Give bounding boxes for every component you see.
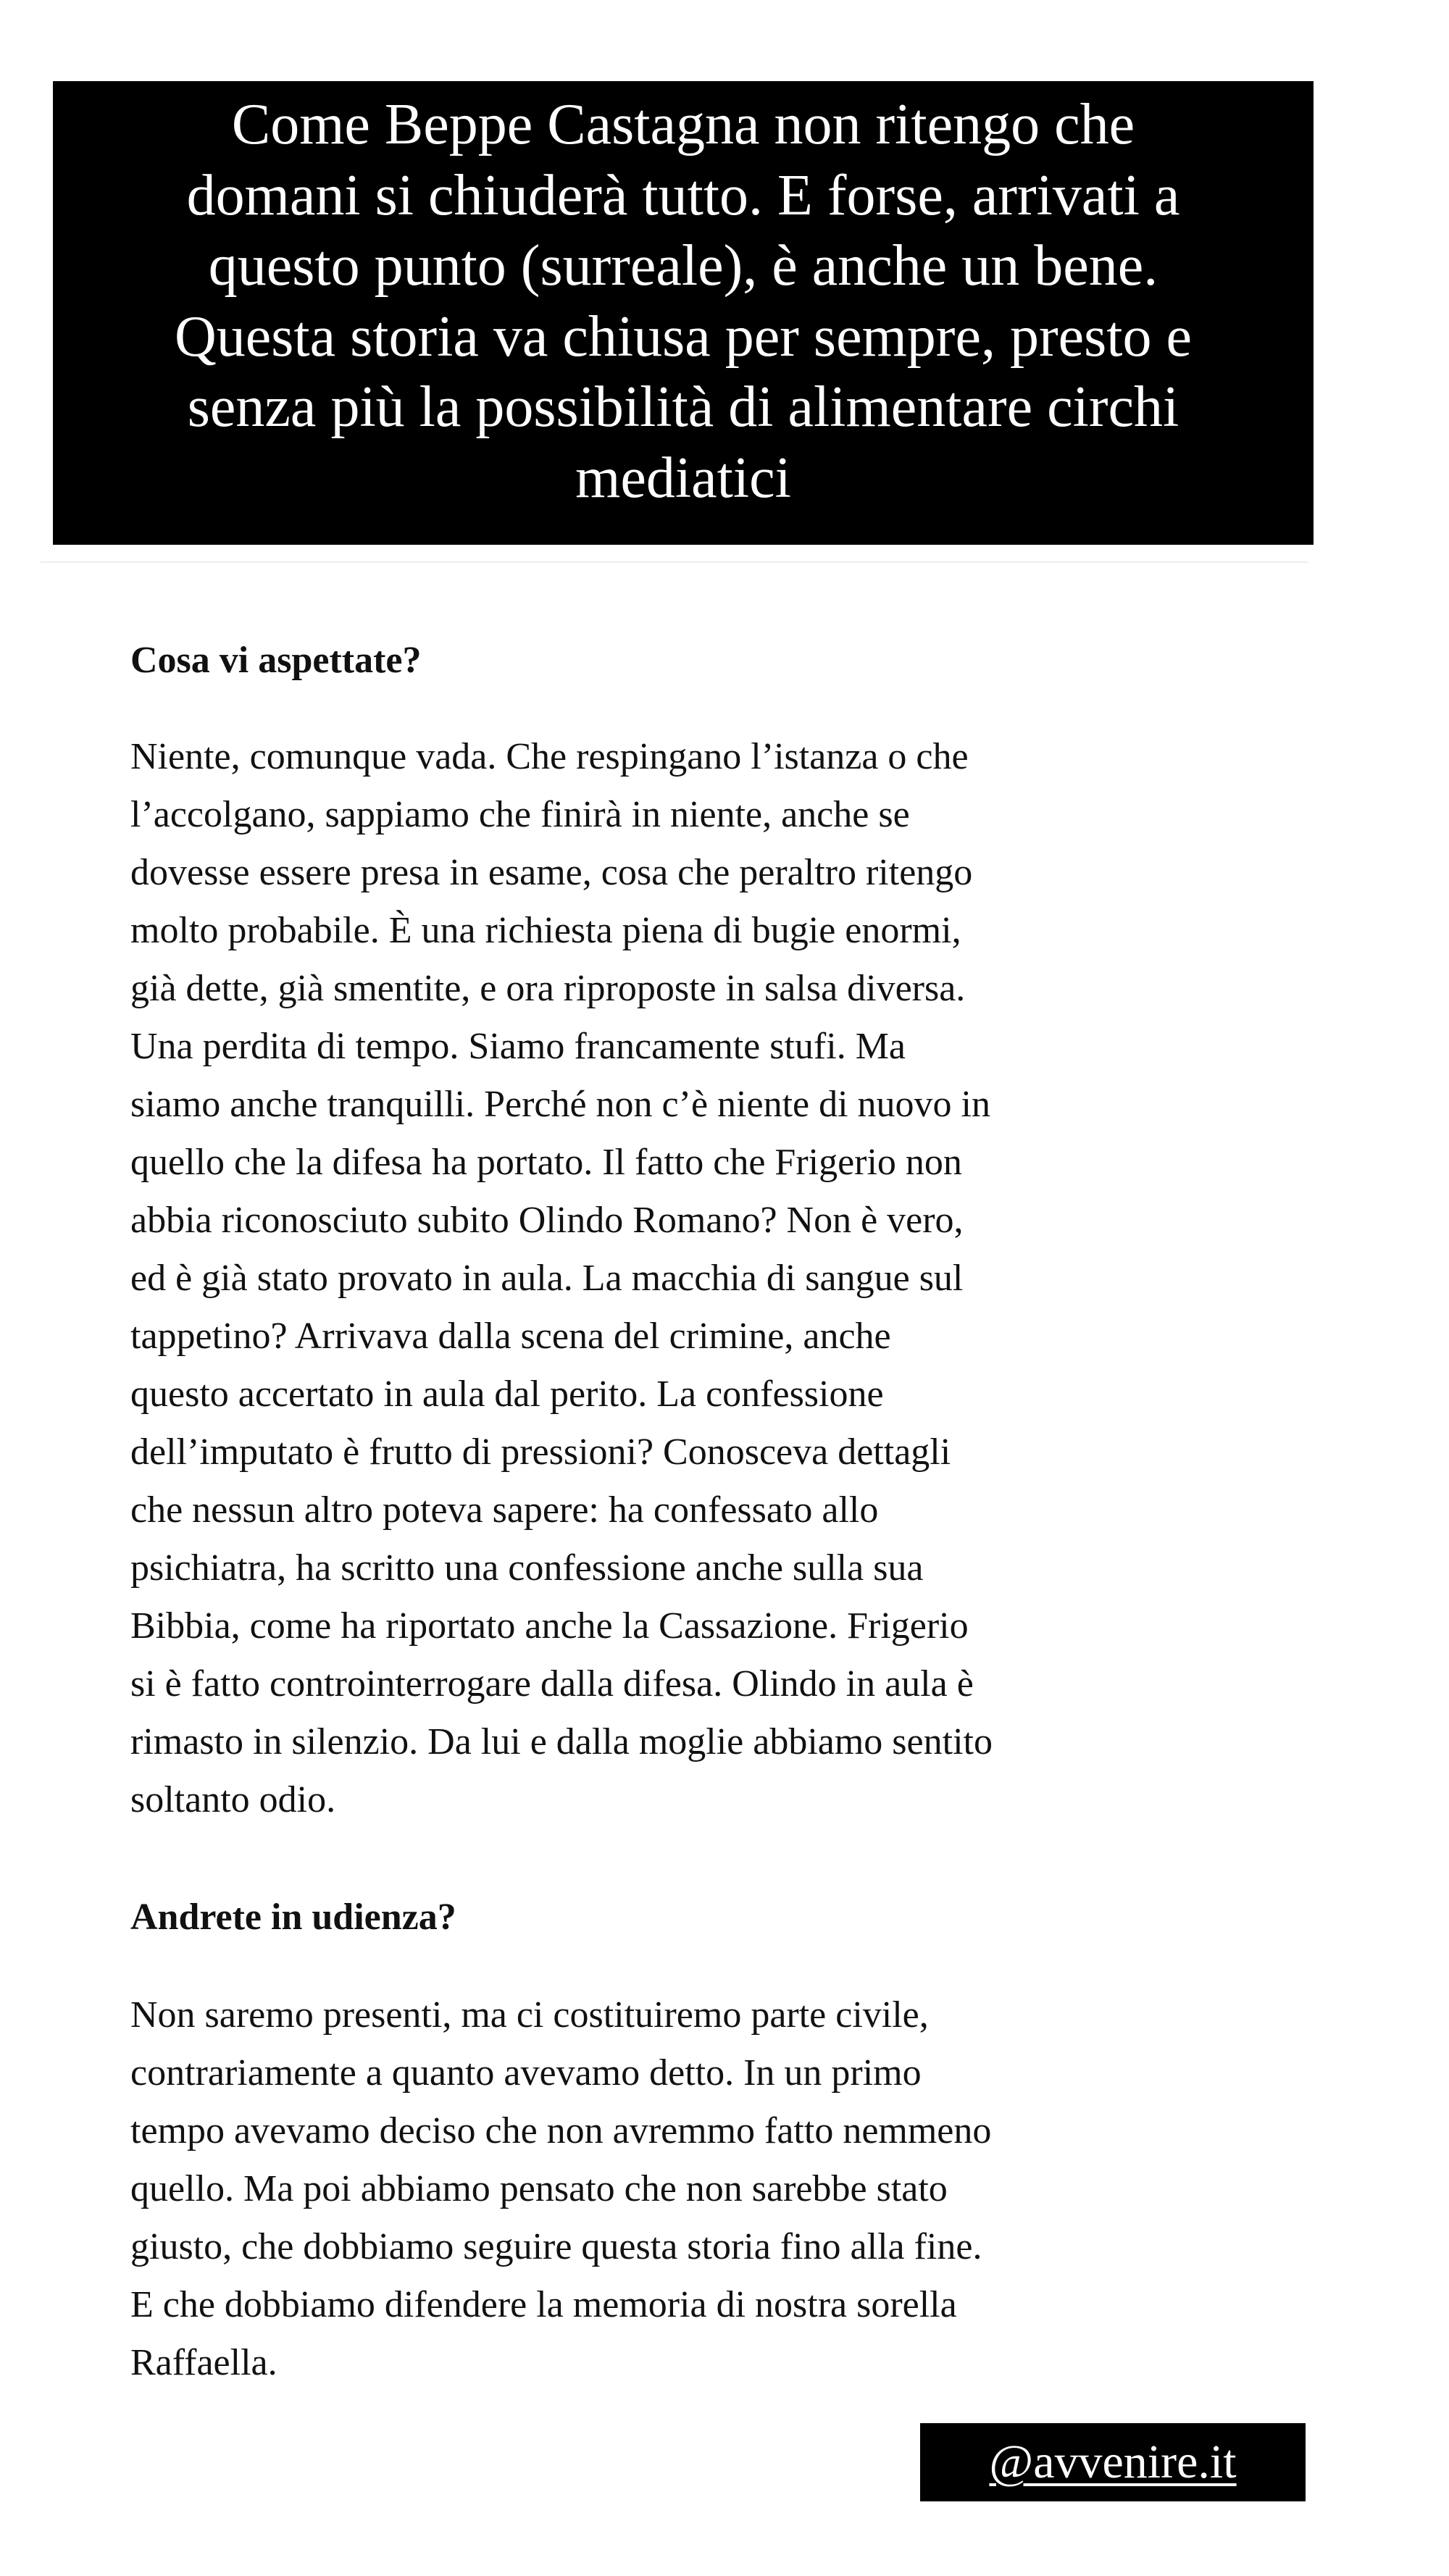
answer-line: psichiatra, ha scritto una confessione anche sulla sua: [130, 1547, 924, 1589]
answer-line: si è fatto controinterrogare dalla difesa. Olindo in aula è: [130, 1663, 974, 1705]
answer-line: giusto, che dobbiamo seguire questa storia fino alla fine.: [130, 2226, 982, 2267]
answer-line: quello. Ma poi abbiamo pensato che non sarebbe stato: [130, 2168, 948, 2209]
answer-line: Bibbia, come ha riportato anche la Cassazione. Frigerio: [130, 1605, 969, 1647]
answer-line: soltanto odio.: [130, 1779, 336, 1820]
answer-line: dovesse essere presa in esame, cosa che peraltro ritengo: [130, 852, 973, 893]
caption-line: mediatici: [575, 446, 791, 510]
article-excerpt: [41, 561, 1308, 2481]
answer-line: quello che la difesa ha portato. Il fatto che Frigerio non: [130, 1142, 962, 1183]
answer-paragraph: [130, 1986, 991, 2392]
answer-line: E che dobbiamo difendere la memoria di nostra sorella: [130, 2284, 957, 2325]
answer-line: l’accolgano, sappiamo che finirà in niente, anche se: [130, 794, 910, 835]
answer-line: contrariamente a quanto avevamo detto. In un primo: [130, 2052, 922, 2094]
answer-paragraph: [130, 728, 993, 1829]
answer-line: Raffaella.: [130, 2342, 277, 2383]
answer-line: Niente, comunque vada. Che respingano l’istanza o che: [130, 736, 969, 777]
question-heading: Andrete in udienza?: [130, 1897, 456, 1938]
answer-line: siamo anche tranquilli. Perché non c’è niente di nuovo in: [130, 1084, 990, 1125]
caption-line: domani si chiuderà tutto. E forse, arrivati a: [186, 163, 1180, 227]
answer-line: Non saremo presenti, ma ci costituiremo parte civile,: [130, 1994, 929, 2036]
mention-handle[interactable]: @avvenire.it: [989, 2435, 1237, 2488]
mention-tag[interactable]: [920, 2423, 1306, 2501]
answer-line: tempo avevamo deciso che non avremmo fatto nemmeno: [130, 2110, 992, 2151]
answer-line: tappetino? Arrivava dalla scena del crimine, anche: [130, 1316, 891, 1357]
caption-line: Come Beppe Castagna non ritengo che: [231, 93, 1135, 156]
story-caption-box: [53, 81, 1314, 545]
question-heading: Cosa vi aspettate?: [130, 640, 422, 681]
caption-line: questo punto (surreale), è anche un bene.: [208, 234, 1158, 298]
caption-line: senza più la possibilità di alimentare circhi: [187, 375, 1179, 440]
answer-line: rimasto in silenzio. Da lui e dalla moglie abbiamo sentito: [130, 1721, 993, 1762]
answer-line: dell’imputato è frutto di pressioni? Conosceva dettagli: [130, 1431, 951, 1473]
answer-line: abbia riconosciuto subito Olindo Romano? Non è vero,: [130, 1200, 964, 1241]
answer-line: Una perdita di tempo. Siamo francamente stufi. Ma: [130, 1026, 906, 1067]
answer-line: già dette, già smentite, e ora riproposte in salsa diversa.: [130, 968, 966, 1009]
answer-line: questo accertato in aula dal perito. La confessione: [130, 1373, 884, 1415]
answer-line: molto probabile. È una richiesta piena di bugie enormi,: [130, 910, 961, 951]
answer-line: che nessun altro poteva sapere: ha confessato allo: [130, 1489, 879, 1531]
caption-line: Questa storia va chiusa per sempre, presto e: [175, 304, 1192, 369]
answer-line: ed è già stato provato in aula. La macchia di sangue sul: [130, 1258, 964, 1299]
